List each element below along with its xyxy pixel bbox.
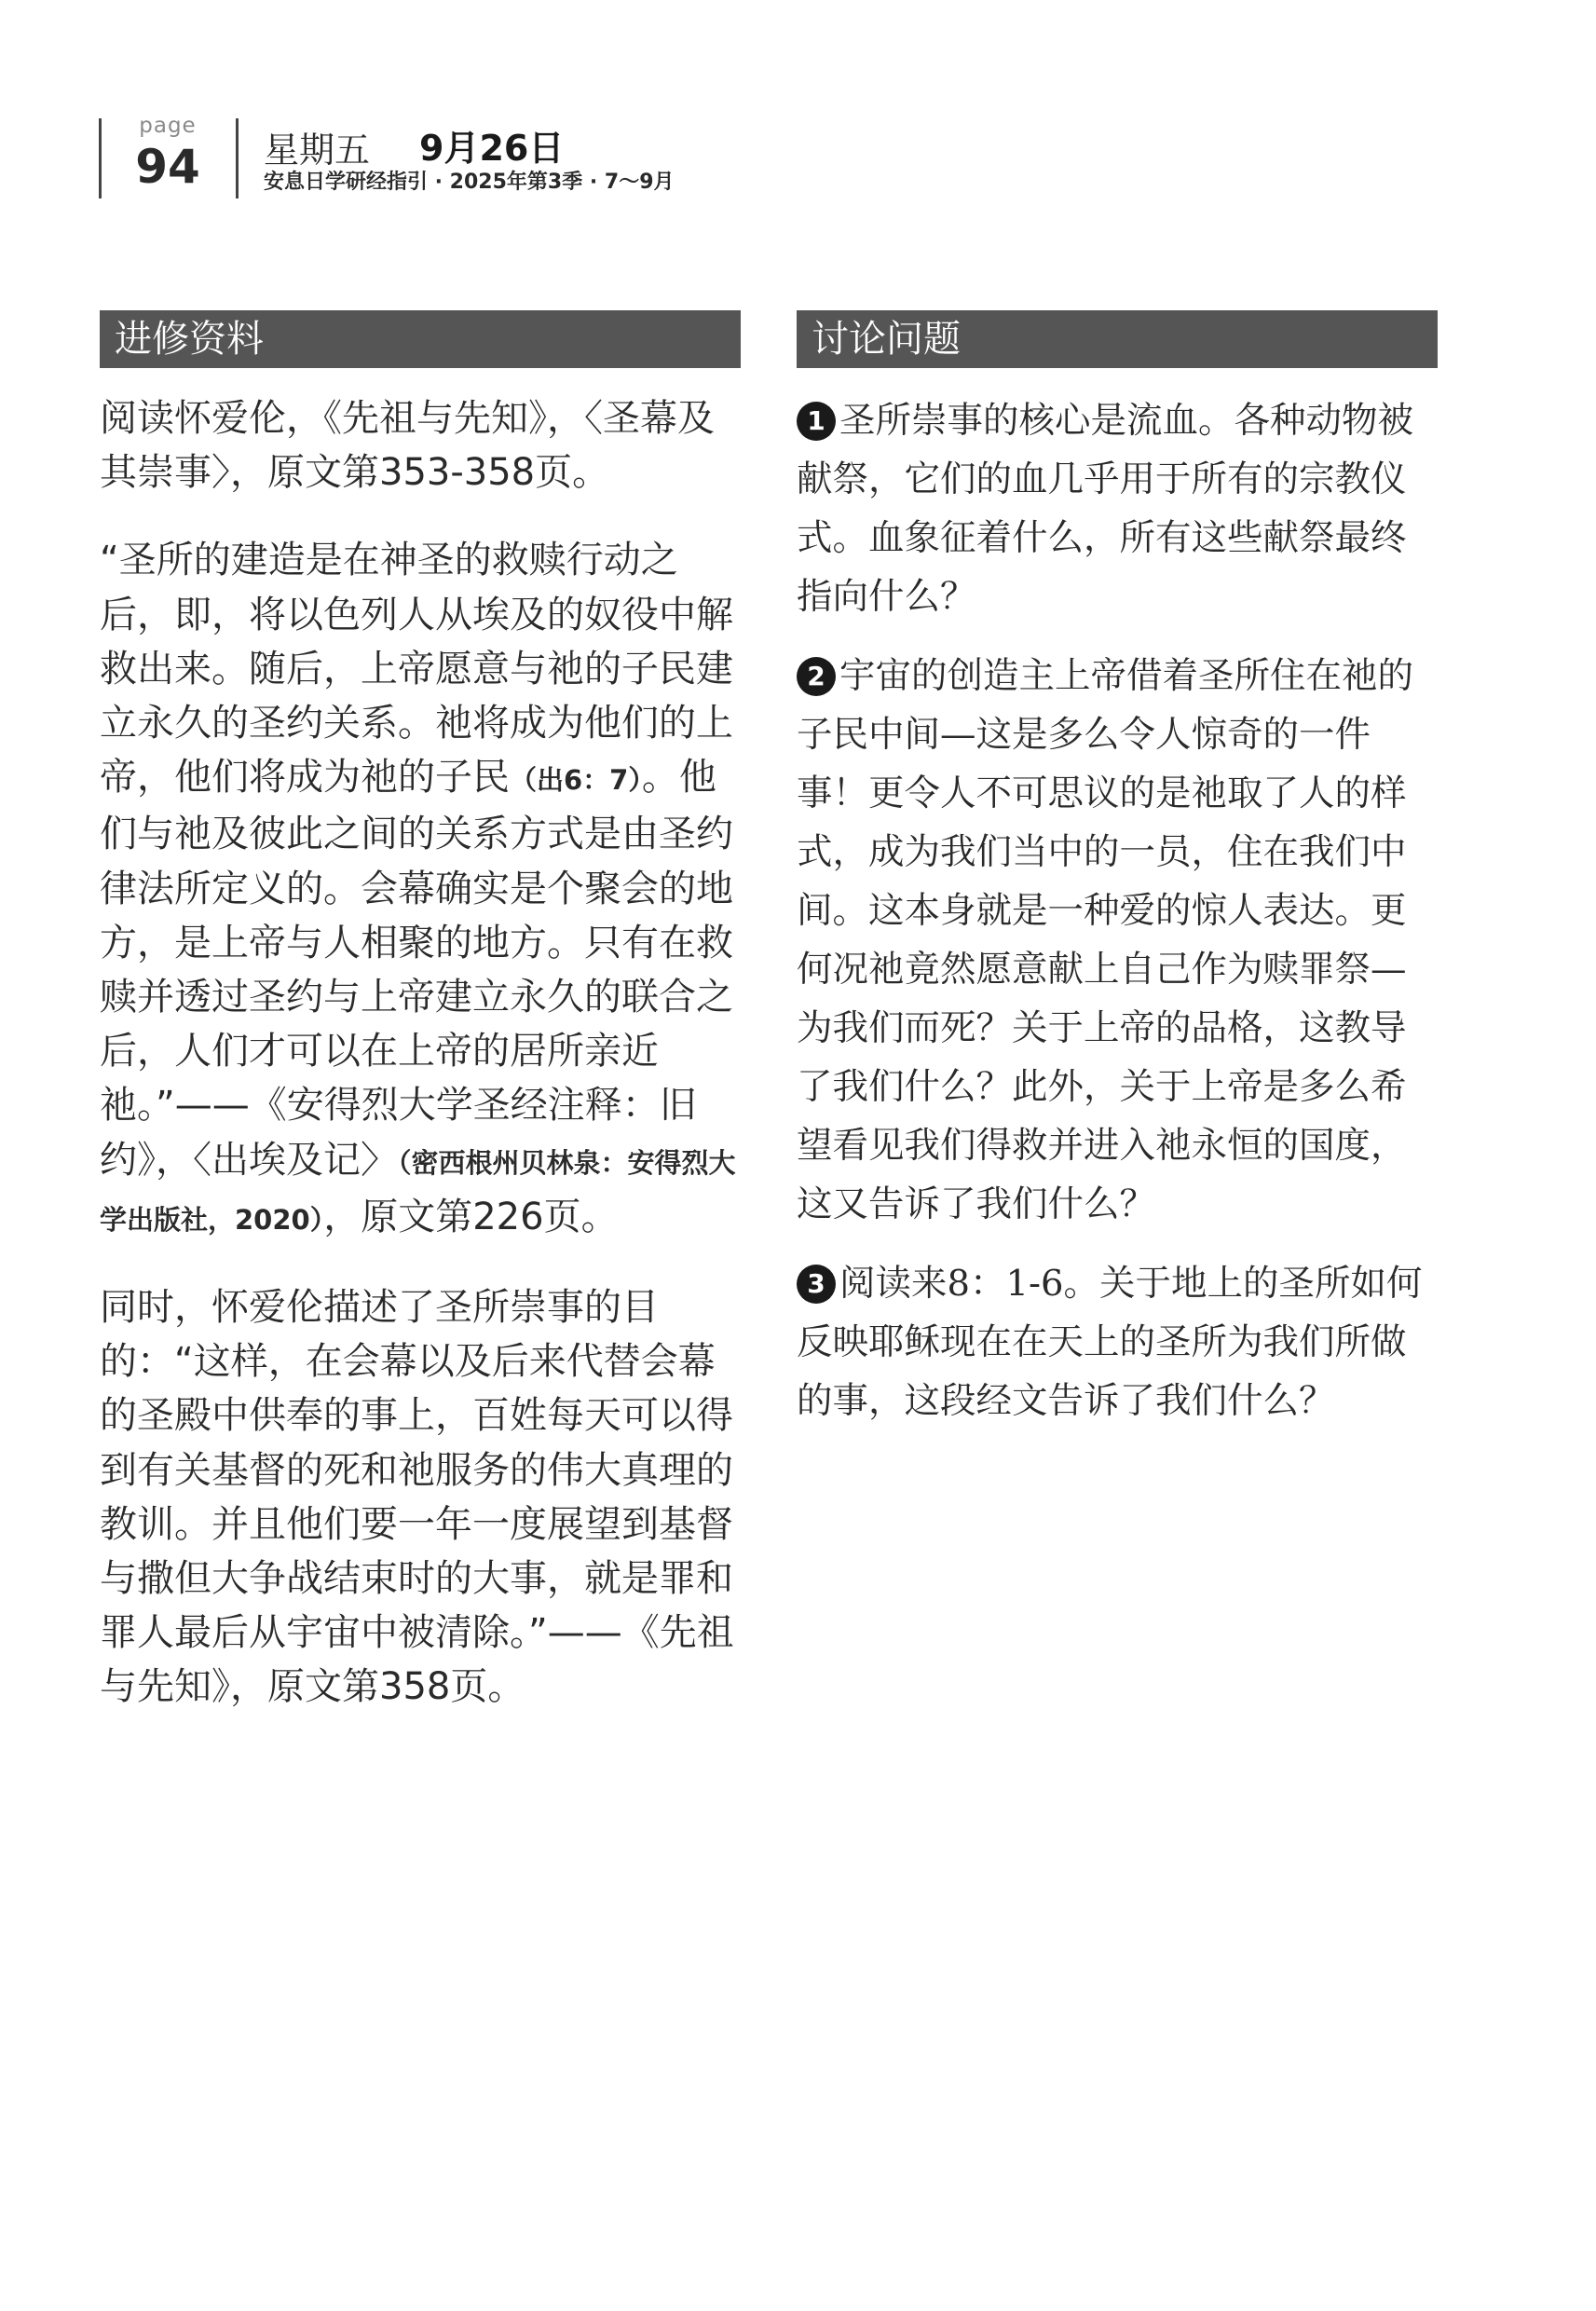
quote-text: “圣所的建造是在神圣的救赎行动之后，即，将以色列人从埃及的奴役中解救出来。随后，上帝愿意与祂的子民建立永久的圣约关系。祂将成为他们的上帝，他们将成为祂的子民 <box>100 539 733 800</box>
page-reference: ，原文第226页。 <box>323 1195 619 1238</box>
page-label: page <box>139 114 197 138</box>
header-divider-left <box>99 118 102 198</box>
page-number: 94 <box>135 140 200 194</box>
further-study-body <box>100 391 743 1748</box>
publisher-reference: （密西根州贝林泉：安得烈大学出版社，2020） <box>100 1146 736 1236</box>
question-item <box>797 647 1439 1234</box>
discussion-questions-heading: 讨论问题 <box>797 310 1438 368</box>
commentary-quote <box>100 533 743 1247</box>
scripture-reference: （出6：7） <box>510 764 642 797</box>
header-divider-right <box>236 118 239 198</box>
reading-assignment: 阅读怀爱伦，《先祖与先知》，〈圣幕及其崇事〉，原文第353-358页。 <box>100 397 715 495</box>
ellen-white-quote: 同时，怀爱伦描述了圣所崇事的目的：“这样，在会幕以及后来代替会幕的圣殿中供奉的事上，百姓每天可以得到有关基督的死和祂服务的伟大真理的教训。并且他们要一年一度展望到基督与撒但大争战结束时的大事，就是罪和罪人最后从宇宙中被清除。”——《先祖与先知》，原文第358页。 <box>100 1286 734 1709</box>
date: 9月26日 <box>419 128 565 169</box>
question-item <box>797 391 1439 626</box>
question-text: 宇宙的创造主上帝借着圣所住在祂的子民中间—这是多么令人惊奇的一件事！更令人不可思议的是祂取了人的样式，成为我们当中的一员，住在我们中间。这本身就是一种爱的惊人表达。更何况祂竟然愿意献上自己作为赎罪祭—为我们而死？关于上帝的品格，这教导了我们什么？此外，关于上帝是多么希望看见我们得救并进入祂永恒的国度，这又告诉了我们什么？ <box>797 655 1414 1225</box>
question-number-badge: 1 <box>797 402 836 441</box>
quote-text-continued: 。他们与祂及彼此之间的关系方式是由圣约律法所定义的。会幕确实是个聚会的地方，是上帝与人相聚的地方。只有在救赎并透过圣约与上帝建立永久的联合之后，人们才可以在上帝的居所亲近祂。”——《安得烈大学圣经注释：旧约》，〈出埃及记〉 <box>100 756 733 1182</box>
question-item <box>797 1254 1439 1430</box>
question-number-badge: 3 <box>797 1265 836 1304</box>
question-text: 圣所崇事的核心是流血。各种动物被献祭，它们的血几乎用于所有的宗教仪式。血象征着什么，所有这些献祭最终指向什么？ <box>797 400 1414 618</box>
discussion-questions-body <box>797 391 1439 1451</box>
quarterly-guide-title: 安息日学研经指引 · 2025年第3季 · 7～9月 <box>264 171 675 194</box>
question-number-badge: 2 <box>797 657 836 696</box>
further-study-heading: 进修资料 <box>100 310 741 368</box>
question-text: 阅读来8：1-6。关于地上的圣所如何反映耶稣现在在天上的圣所为我们所做的事，这段经文告诉了我们什么？ <box>797 1263 1423 1422</box>
weekday: 星期五 <box>264 130 371 171</box>
